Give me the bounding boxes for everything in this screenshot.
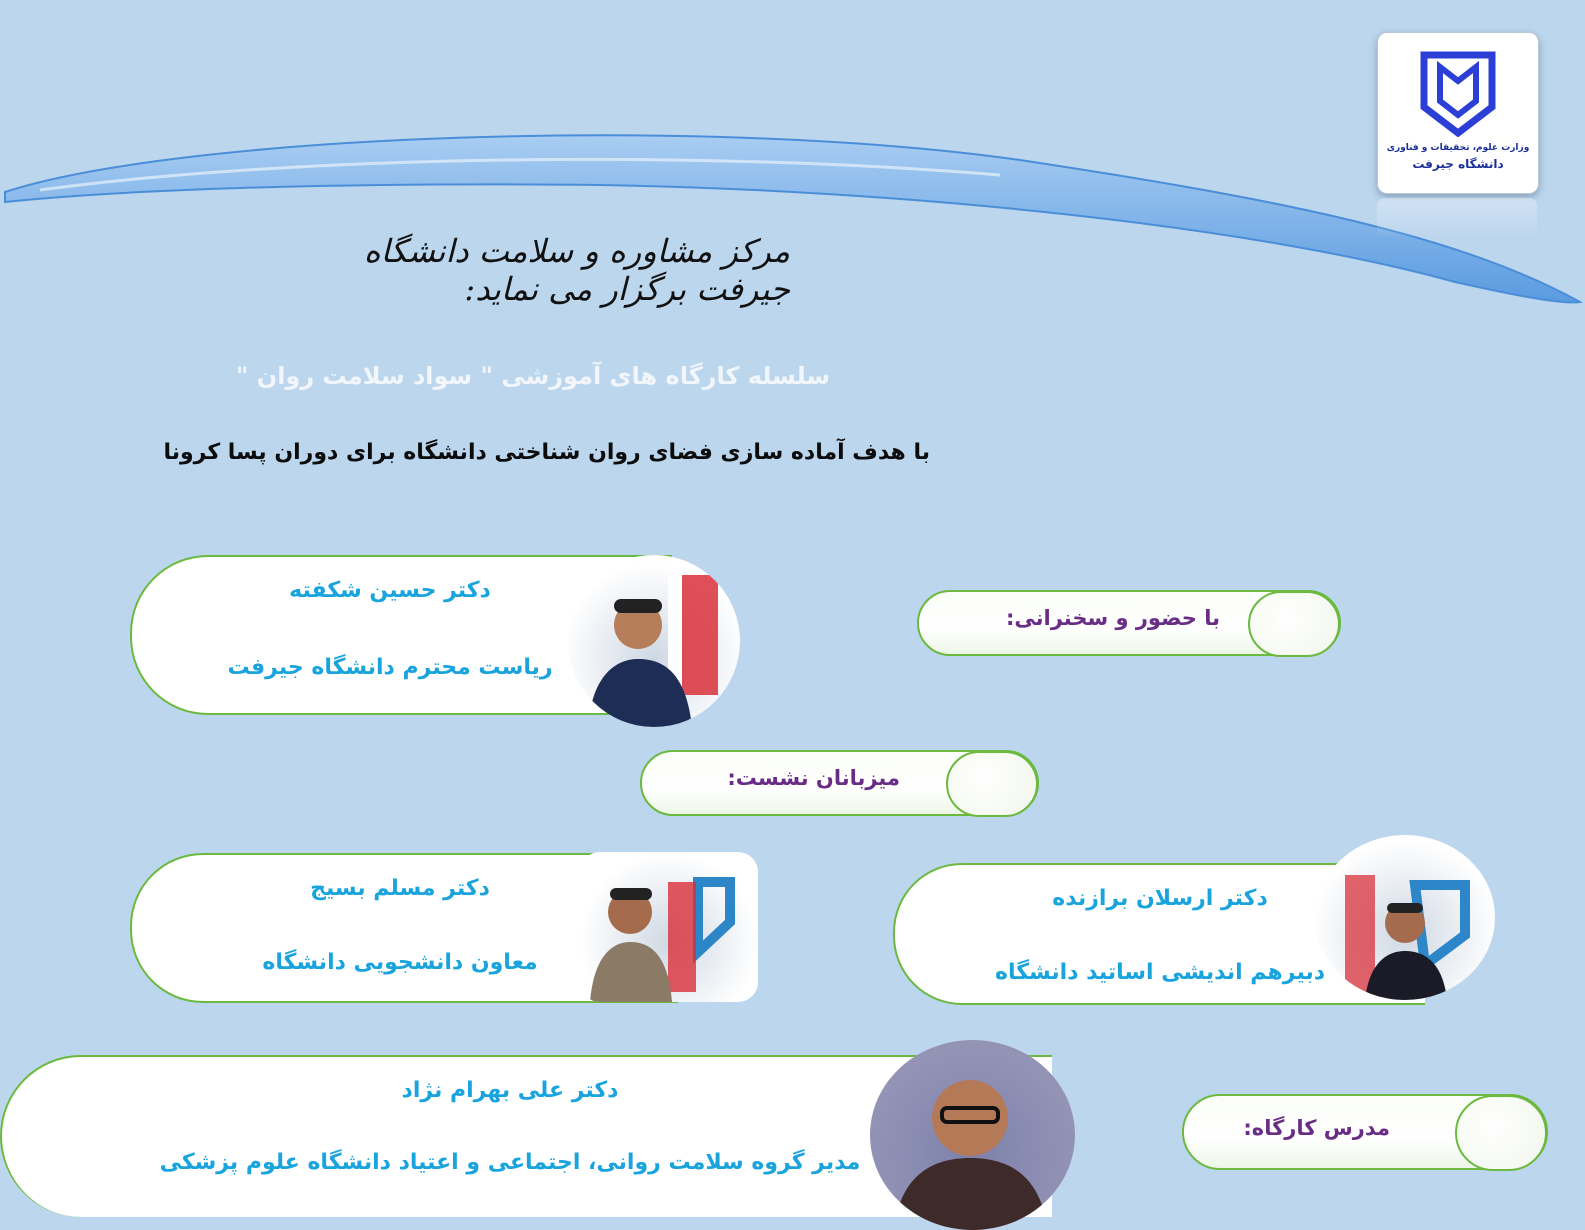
- series-title: سلسله کارگاه های آموزشی " سواد سلامت روان ": [235, 362, 830, 390]
- host1-role: معاون دانشجویی دانشگاه: [262, 950, 538, 975]
- logo-university-text: دانشگاه جیرفت: [1412, 157, 1504, 171]
- person-avatar-icon: [568, 555, 740, 727]
- university-logo: [1377, 32, 1539, 194]
- shield-book-icon: [1420, 51, 1496, 137]
- presence-ring-icon: [1248, 591, 1340, 657]
- hosts-label: میزبانان نشست:: [727, 766, 900, 790]
- host1-photo: [580, 852, 758, 1002]
- logo-ministry-text: وزارت علوم، تحقیقات و فناوری: [1386, 143, 1530, 153]
- intro-text: مرکز مشاوره و سلامت دانشگاه جیرفت برگزار می نماید:: [363, 232, 790, 308]
- president-photo: [568, 555, 740, 727]
- host1-name: دکتر مسلم بسیج: [310, 876, 490, 901]
- header-banner-swoosh: [0, 120, 1585, 320]
- instructor-label: مدرس کارگاه:: [1243, 1116, 1390, 1140]
- host2-role: دبیرهم اندیشی اساتید دانشگاه: [994, 960, 1326, 985]
- person-avatar-icon: [580, 852, 758, 1002]
- instructor-role: مدیر گروه سلامت روانی، اجتماعی و اعتیاد دانشگاه علوم پزشکی: [159, 1150, 861, 1175]
- instructor-name: دکتر علی بهرام نژاد: [401, 1078, 619, 1103]
- goal-text: با هدف آماده سازی فضای روان شناختی دانشگاه برای دوران پسا کرونا: [163, 440, 930, 465]
- logo-reflection: [1377, 198, 1537, 238]
- instructor-ring-icon: [1455, 1095, 1547, 1171]
- hosts-ring-icon: [946, 751, 1038, 817]
- presence-label: با حضور و سخنرانی:: [1006, 606, 1220, 630]
- person-avatar-icon: [870, 1040, 1075, 1230]
- president-role: ریاست محترم دانشگاه جیرفت: [227, 655, 553, 680]
- instructor-photo: [870, 1040, 1075, 1230]
- president-name: دکتر حسین شکفته: [289, 578, 491, 603]
- host2-name: دکتر ارسلان برازنده: [1052, 886, 1268, 911]
